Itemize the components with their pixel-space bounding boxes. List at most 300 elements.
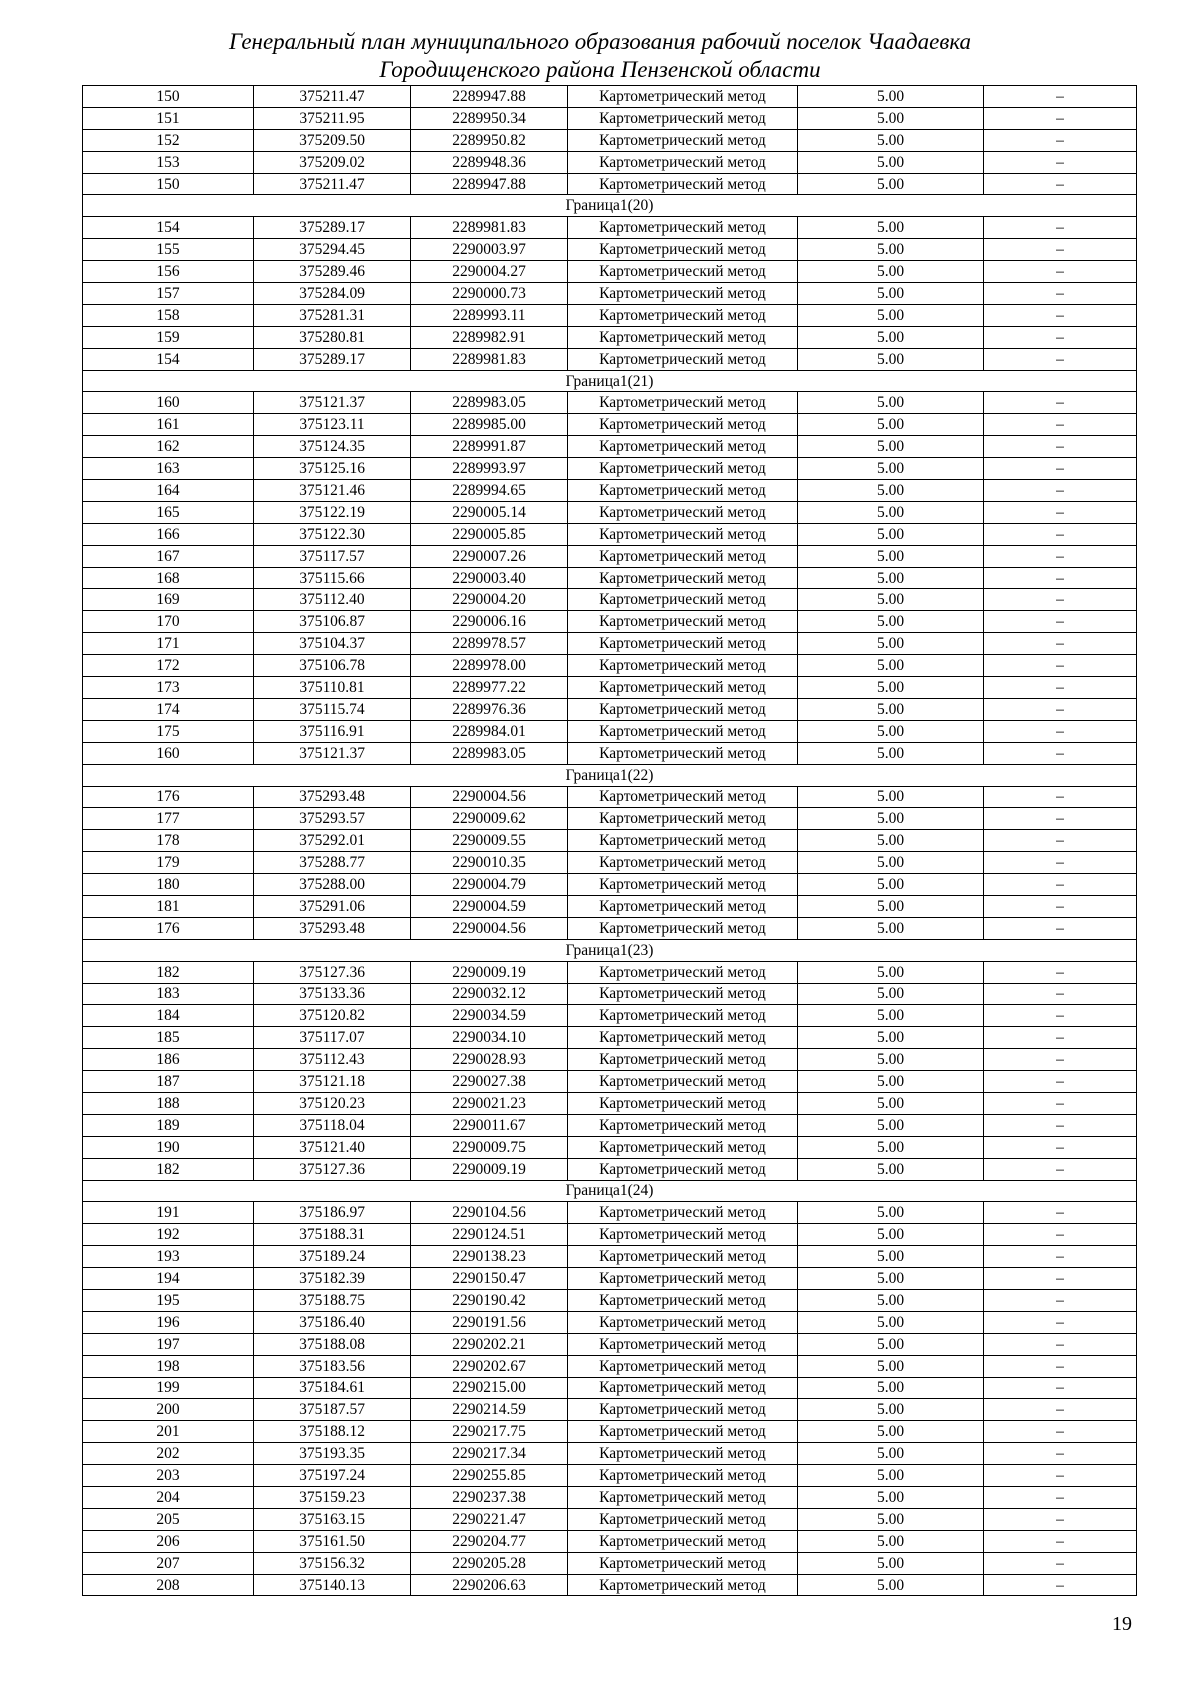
note-cell: – (984, 1268, 1137, 1290)
table-row (83, 852, 1137, 874)
method-cell: Картометрический метод (568, 983, 798, 1005)
table-row (83, 326, 1137, 348)
method-cell: Картометрический метод (568, 392, 798, 414)
method-cell: Картометрический метод (568, 1399, 798, 1421)
x-coordinate-cell: 375291.06 (254, 895, 411, 917)
coordinates-table-body (83, 86, 1137, 1596)
accuracy-cell: 5.00 (798, 852, 984, 874)
point-number-cell: 151 (83, 107, 254, 129)
y-coordinate-cell: 2290021.23 (411, 1092, 568, 1114)
method-cell: Картометрический метод (568, 1289, 798, 1311)
point-number-cell: 150 (83, 86, 254, 108)
method-cell: Картометрический метод (568, 852, 798, 874)
table-row (83, 261, 1137, 283)
table-row (83, 436, 1137, 458)
point-number-cell: 150 (83, 173, 254, 195)
table-row (83, 414, 1137, 436)
method-cell: Картометрический метод (568, 1202, 798, 1224)
accuracy-cell: 5.00 (798, 1202, 984, 1224)
table-row (83, 1202, 1137, 1224)
point-number-cell: 168 (83, 567, 254, 589)
point-number-cell: 193 (83, 1246, 254, 1268)
note-cell: – (984, 917, 1137, 939)
note-cell: – (984, 1574, 1137, 1596)
table-row (83, 348, 1137, 370)
note-cell: – (984, 1071, 1137, 1093)
note-cell: – (984, 611, 1137, 633)
point-number-cell: 185 (83, 1027, 254, 1049)
x-coordinate-cell: 375120.82 (254, 1005, 411, 1027)
method-cell: Картометрический метод (568, 1574, 798, 1596)
point-number-cell: 160 (83, 392, 254, 414)
accuracy-cell: 5.00 (798, 107, 984, 129)
accuracy-cell: 5.00 (798, 830, 984, 852)
method-cell: Картометрический метод (568, 830, 798, 852)
x-coordinate-cell: 375288.77 (254, 852, 411, 874)
y-coordinate-cell: 2290005.14 (411, 501, 568, 523)
y-coordinate-cell: 2290206.63 (411, 1574, 568, 1596)
note-cell: – (984, 173, 1137, 195)
x-coordinate-cell: 375182.39 (254, 1268, 411, 1290)
y-coordinate-cell: 2290255.85 (411, 1465, 568, 1487)
y-coordinate-cell: 2289982.91 (411, 326, 568, 348)
y-coordinate-cell: 2289993.97 (411, 458, 568, 480)
y-coordinate-cell: 2289978.00 (411, 655, 568, 677)
x-coordinate-cell: 375115.66 (254, 567, 411, 589)
x-coordinate-cell: 375186.40 (254, 1311, 411, 1333)
y-coordinate-cell: 2289950.34 (411, 107, 568, 129)
point-number-cell: 204 (83, 1487, 254, 1509)
table-row (83, 1071, 1137, 1093)
table-row (83, 501, 1137, 523)
x-coordinate-cell: 375104.37 (254, 633, 411, 655)
accuracy-cell: 5.00 (798, 874, 984, 896)
point-number-cell: 179 (83, 852, 254, 874)
note-cell: – (984, 129, 1137, 151)
boundary-section-row (83, 370, 1137, 392)
method-cell: Картометрический метод (568, 523, 798, 545)
table-row (83, 895, 1137, 917)
method-cell: Картометрический метод (568, 129, 798, 151)
x-coordinate-cell: 375117.57 (254, 545, 411, 567)
point-number-cell: 165 (83, 501, 254, 523)
point-number-cell: 164 (83, 480, 254, 502)
table-row (83, 567, 1137, 589)
point-number-cell: 158 (83, 304, 254, 326)
note-cell: – (984, 808, 1137, 830)
boundary-section-label: Граница1(21) (83, 370, 1137, 392)
point-number-cell: 175 (83, 720, 254, 742)
y-coordinate-cell: 2290202.21 (411, 1333, 568, 1355)
point-number-cell: 176 (83, 917, 254, 939)
method-cell: Картометрический метод (568, 1311, 798, 1333)
accuracy-cell: 5.00 (798, 677, 984, 699)
note-cell: – (984, 151, 1137, 173)
point-number-cell: 183 (83, 983, 254, 1005)
header-title-line-1: Генеральный план муниципального образования рабочий поселок Чаадаевка (228, 29, 972, 54)
y-coordinate-cell: 2289948.36 (411, 151, 568, 173)
x-coordinate-cell: 375121.37 (254, 392, 411, 414)
x-coordinate-cell: 375197.24 (254, 1465, 411, 1487)
point-number-cell: 174 (83, 698, 254, 720)
note-cell: – (984, 1027, 1137, 1049)
note-cell: – (984, 1049, 1137, 1071)
method-cell: Картометрический метод (568, 917, 798, 939)
method-cell: Картометрический метод (568, 261, 798, 283)
x-coordinate-cell: 375124.35 (254, 436, 411, 458)
point-number-cell: 157 (83, 283, 254, 305)
table-row (83, 1574, 1137, 1596)
point-number-cell: 189 (83, 1114, 254, 1136)
accuracy-cell: 5.00 (798, 1049, 984, 1071)
table-row (83, 1399, 1137, 1421)
y-coordinate-cell: 2289983.05 (411, 742, 568, 764)
y-coordinate-cell: 2290009.19 (411, 961, 568, 983)
note-cell: – (984, 348, 1137, 370)
note-cell: – (984, 852, 1137, 874)
note-cell: – (984, 304, 1137, 326)
note-cell: – (984, 589, 1137, 611)
accuracy-cell: 5.00 (798, 589, 984, 611)
y-coordinate-cell: 2290150.47 (411, 1268, 568, 1290)
point-number-cell: 161 (83, 414, 254, 436)
table-row (83, 830, 1137, 852)
point-number-cell: 166 (83, 523, 254, 545)
x-coordinate-cell: 375121.37 (254, 742, 411, 764)
y-coordinate-cell: 2290217.34 (411, 1443, 568, 1465)
boundary-section-label: Граница1(24) (83, 1180, 1137, 1202)
point-number-cell: 162 (83, 436, 254, 458)
point-number-cell: 177 (83, 808, 254, 830)
method-cell: Картометрический метод (568, 1071, 798, 1093)
x-coordinate-cell: 375156.32 (254, 1552, 411, 1574)
y-coordinate-cell: 2290191.56 (411, 1311, 568, 1333)
table-row (83, 1487, 1137, 1509)
table-row (83, 1027, 1137, 1049)
table-row (83, 1114, 1137, 1136)
point-number-cell: 155 (83, 239, 254, 261)
method-cell: Картометрический метод (568, 1443, 798, 1465)
note-cell: – (984, 501, 1137, 523)
accuracy-cell: 5.00 (798, 283, 984, 305)
note-cell: – (984, 1202, 1137, 1224)
accuracy-cell: 5.00 (798, 1268, 984, 1290)
table-row (83, 129, 1137, 151)
note-cell: – (984, 326, 1137, 348)
x-coordinate-cell: 375293.48 (254, 917, 411, 939)
method-cell: Картометрический метод (568, 107, 798, 129)
x-coordinate-cell: 375284.09 (254, 283, 411, 305)
y-coordinate-cell: 2290009.75 (411, 1136, 568, 1158)
note-cell: – (984, 1508, 1137, 1530)
point-number-cell: 172 (83, 655, 254, 677)
accuracy-cell: 5.00 (798, 326, 984, 348)
table-row (83, 1530, 1137, 1552)
method-cell: Картометрический метод (568, 283, 798, 305)
y-coordinate-cell: 2290003.40 (411, 567, 568, 589)
x-coordinate-cell: 375121.18 (254, 1071, 411, 1093)
x-coordinate-cell: 375289.46 (254, 261, 411, 283)
method-cell: Картометрический метод (568, 217, 798, 239)
x-coordinate-cell: 375188.75 (254, 1289, 411, 1311)
method-cell: Картометрический метод (568, 786, 798, 808)
method-cell: Картометрический метод (568, 1421, 798, 1443)
method-cell: Картометрический метод (568, 1377, 798, 1399)
point-number-cell: 197 (83, 1333, 254, 1355)
x-coordinate-cell: 375159.23 (254, 1487, 411, 1509)
x-coordinate-cell: 375125.16 (254, 458, 411, 480)
note-cell: – (984, 1355, 1137, 1377)
x-coordinate-cell: 375123.11 (254, 414, 411, 436)
y-coordinate-cell: 2289978.57 (411, 633, 568, 655)
y-coordinate-cell: 2290034.59 (411, 1005, 568, 1027)
method-cell: Картометрический метод (568, 567, 798, 589)
accuracy-cell: 5.00 (798, 1465, 984, 1487)
table-row (83, 1333, 1137, 1355)
x-coordinate-cell: 375281.31 (254, 304, 411, 326)
accuracy-cell: 5.00 (798, 961, 984, 983)
x-coordinate-cell: 375211.95 (254, 107, 411, 129)
table-row (83, 808, 1137, 830)
point-number-cell: 188 (83, 1092, 254, 1114)
table-row (83, 392, 1137, 414)
accuracy-cell: 5.00 (798, 917, 984, 939)
boundary-section-label: Граница1(22) (83, 764, 1137, 786)
accuracy-cell: 5.00 (798, 983, 984, 1005)
x-coordinate-cell: 375293.57 (254, 808, 411, 830)
y-coordinate-cell: 2290011.67 (411, 1114, 568, 1136)
y-coordinate-cell: 2289991.87 (411, 436, 568, 458)
x-coordinate-cell: 375110.81 (254, 677, 411, 699)
method-cell: Картометрический метод (568, 545, 798, 567)
table-row (83, 304, 1137, 326)
point-number-cell: 202 (83, 1443, 254, 1465)
point-number-cell: 156 (83, 261, 254, 283)
boundary-section-label: Граница1(20) (83, 195, 1137, 217)
y-coordinate-cell: 2289981.83 (411, 348, 568, 370)
method-cell: Картометрический метод (568, 436, 798, 458)
table-row (83, 151, 1137, 173)
accuracy-cell: 5.00 (798, 501, 984, 523)
method-cell: Картометрический метод (568, 173, 798, 195)
boundary-section-row (83, 764, 1137, 786)
x-coordinate-cell: 375120.23 (254, 1092, 411, 1114)
table-row (83, 1377, 1137, 1399)
x-coordinate-cell: 375140.13 (254, 1574, 411, 1596)
y-coordinate-cell: 2290004.27 (411, 261, 568, 283)
y-coordinate-cell: 2289993.11 (411, 304, 568, 326)
table-row (83, 1136, 1137, 1158)
table-row (83, 1355, 1137, 1377)
accuracy-cell: 5.00 (798, 1092, 984, 1114)
point-number-cell: 190 (83, 1136, 254, 1158)
x-coordinate-cell: 375133.36 (254, 983, 411, 1005)
note-cell: – (984, 86, 1137, 108)
x-coordinate-cell: 375187.57 (254, 1399, 411, 1421)
table-row (83, 458, 1137, 480)
point-number-cell: 154 (83, 348, 254, 370)
accuracy-cell: 5.00 (798, 348, 984, 370)
point-number-cell: 200 (83, 1399, 254, 1421)
table-row (83, 545, 1137, 567)
y-coordinate-cell: 2290006.16 (411, 611, 568, 633)
method-cell: Картометрический метод (568, 501, 798, 523)
accuracy-cell: 5.00 (798, 129, 984, 151)
note-cell: – (984, 283, 1137, 305)
note-cell: – (984, 698, 1137, 720)
accuracy-cell: 5.00 (798, 1136, 984, 1158)
accuracy-cell: 5.00 (798, 239, 984, 261)
accuracy-cell: 5.00 (798, 436, 984, 458)
x-coordinate-cell: 375211.47 (254, 173, 411, 195)
x-coordinate-cell: 375288.00 (254, 874, 411, 896)
x-coordinate-cell: 375188.08 (254, 1333, 411, 1355)
y-coordinate-cell: 2290032.12 (411, 983, 568, 1005)
note-cell: – (984, 1311, 1137, 1333)
x-coordinate-cell: 375116.91 (254, 720, 411, 742)
note-cell: – (984, 1443, 1137, 1465)
point-number-cell: 173 (83, 677, 254, 699)
x-coordinate-cell: 375112.43 (254, 1049, 411, 1071)
y-coordinate-cell: 2289947.88 (411, 173, 568, 195)
note-cell: – (984, 1333, 1137, 1355)
y-coordinate-cell: 2290205.28 (411, 1552, 568, 1574)
table-row (83, 1268, 1137, 1290)
note-cell: – (984, 1005, 1137, 1027)
accuracy-cell: 5.00 (798, 808, 984, 830)
note-cell: – (984, 567, 1137, 589)
point-number-cell: 178 (83, 830, 254, 852)
method-cell: Картометрический метод (568, 1268, 798, 1290)
point-number-cell: 194 (83, 1268, 254, 1290)
table-row (83, 1005, 1137, 1027)
note-cell: – (984, 217, 1137, 239)
method-cell: Картометрический метод (568, 1224, 798, 1246)
note-cell: – (984, 1377, 1137, 1399)
accuracy-cell: 5.00 (798, 1289, 984, 1311)
point-number-cell: 203 (83, 1465, 254, 1487)
point-number-cell: 191 (83, 1202, 254, 1224)
table-row (83, 698, 1137, 720)
point-number-cell: 199 (83, 1377, 254, 1399)
accuracy-cell: 5.00 (798, 1530, 984, 1552)
accuracy-cell: 5.00 (798, 1114, 984, 1136)
method-cell: Картометрический метод (568, 677, 798, 699)
method-cell: Картометрический метод (568, 589, 798, 611)
table-row (83, 677, 1137, 699)
note-cell: – (984, 1552, 1137, 1574)
point-number-cell: 152 (83, 129, 254, 151)
y-coordinate-cell: 2290221.47 (411, 1508, 568, 1530)
x-coordinate-cell: 375117.07 (254, 1027, 411, 1049)
accuracy-cell: 5.00 (798, 1377, 984, 1399)
accuracy-cell: 5.00 (798, 1311, 984, 1333)
note-cell: – (984, 1465, 1137, 1487)
point-number-cell: 201 (83, 1421, 254, 1443)
x-coordinate-cell: 375161.50 (254, 1530, 411, 1552)
method-cell: Картометрический метод (568, 874, 798, 896)
note-cell: – (984, 874, 1137, 896)
note-cell: – (984, 633, 1137, 655)
x-coordinate-cell: 375121.46 (254, 480, 411, 502)
note-cell: – (984, 677, 1137, 699)
document-header (0, 28, 1200, 84)
table-row (83, 1311, 1137, 1333)
y-coordinate-cell: 2290034.10 (411, 1027, 568, 1049)
accuracy-cell: 5.00 (798, 1027, 984, 1049)
y-coordinate-cell: 2290009.19 (411, 1158, 568, 1180)
boundary-section-label: Граница1(23) (83, 939, 1137, 961)
table-row (83, 1289, 1137, 1311)
y-coordinate-cell: 2289985.00 (411, 414, 568, 436)
x-coordinate-cell: 375106.87 (254, 611, 411, 633)
boundary-section-row (83, 195, 1137, 217)
method-cell: Картометрический метод (568, 1355, 798, 1377)
table-row (83, 217, 1137, 239)
y-coordinate-cell: 2290104.56 (411, 1202, 568, 1224)
method-cell: Картометрический метод (568, 86, 798, 108)
table-row (83, 720, 1137, 742)
note-cell: – (984, 523, 1137, 545)
point-number-cell: 195 (83, 1289, 254, 1311)
x-coordinate-cell: 375115.74 (254, 698, 411, 720)
accuracy-cell: 5.00 (798, 611, 984, 633)
table-row (83, 1158, 1137, 1180)
y-coordinate-cell: 2290204.77 (411, 1530, 568, 1552)
point-number-cell: 198 (83, 1355, 254, 1377)
y-coordinate-cell: 2290004.79 (411, 874, 568, 896)
table-row (83, 633, 1137, 655)
accuracy-cell: 5.00 (798, 786, 984, 808)
y-coordinate-cell: 2290004.56 (411, 786, 568, 808)
table-row (83, 1508, 1137, 1530)
x-coordinate-cell: 375183.56 (254, 1355, 411, 1377)
note-cell: – (984, 742, 1137, 764)
accuracy-cell: 5.00 (798, 458, 984, 480)
x-coordinate-cell: 375209.02 (254, 151, 411, 173)
y-coordinate-cell: 2290004.20 (411, 589, 568, 611)
y-coordinate-cell: 2290004.56 (411, 917, 568, 939)
accuracy-cell: 5.00 (798, 1552, 984, 1574)
accuracy-cell: 5.00 (798, 304, 984, 326)
x-coordinate-cell: 375293.48 (254, 786, 411, 808)
accuracy-cell: 5.00 (798, 217, 984, 239)
note-cell: – (984, 895, 1137, 917)
note-cell: – (984, 261, 1137, 283)
accuracy-cell: 5.00 (798, 1158, 984, 1180)
accuracy-cell: 5.00 (798, 720, 984, 742)
point-number-cell: 187 (83, 1071, 254, 1093)
table-row (83, 1443, 1137, 1465)
note-cell: – (984, 655, 1137, 677)
x-coordinate-cell: 375186.97 (254, 1202, 411, 1224)
y-coordinate-cell: 2290010.35 (411, 852, 568, 874)
y-coordinate-cell: 2289976.36 (411, 698, 568, 720)
note-cell: – (984, 1487, 1137, 1509)
method-cell: Картометрический метод (568, 480, 798, 502)
method-cell: Картометрический метод (568, 304, 798, 326)
y-coordinate-cell: 2289947.88 (411, 86, 568, 108)
boundary-section-row (83, 939, 1137, 961)
note-cell: – (984, 1224, 1137, 1246)
note-cell: – (984, 1421, 1137, 1443)
note-cell: – (984, 1530, 1137, 1552)
y-coordinate-cell: 2290000.73 (411, 283, 568, 305)
method-cell: Картометрический метод (568, 1246, 798, 1268)
x-coordinate-cell: 375122.30 (254, 523, 411, 545)
note-cell: – (984, 1399, 1137, 1421)
point-number-cell: 163 (83, 458, 254, 480)
